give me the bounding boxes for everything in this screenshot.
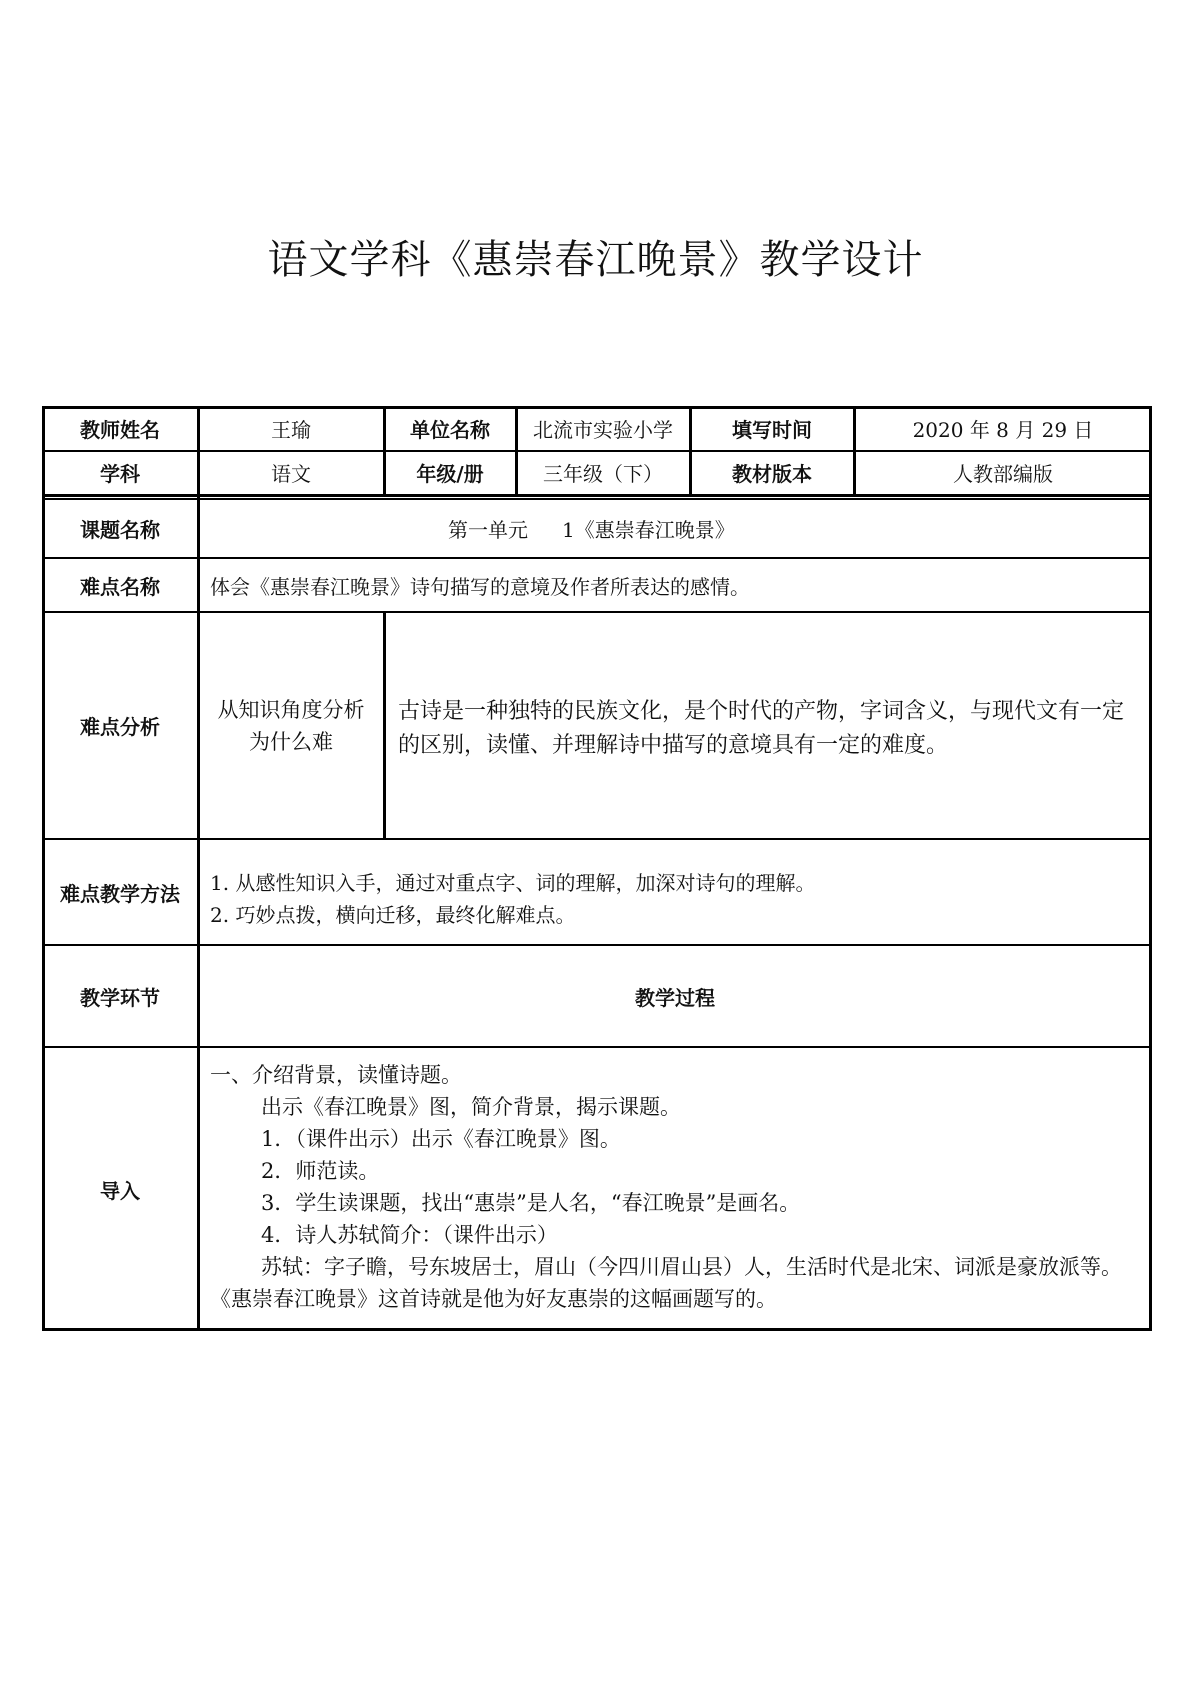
methods-list [198,839,1152,945]
difficulty-label: 难点名称 [80,574,160,599]
fill-date-label: 填写时间 [732,417,812,442]
edition-label: 教材版本 [732,461,812,486]
topic-value [198,498,1152,558]
table-rule [383,612,386,839]
intro-line-6: 4．诗人苏轼简介：（课件出示） [261,1223,558,1247]
table-rule [42,611,1152,613]
methods-item-1: 1. 从感性知识入手，通过对重点字、词的理解，加深对诗句的理解。 [210,871,816,895]
analysis-subheading-line1: 从知识角度分析 [217,697,365,722]
intro-label: 导入 [100,1178,140,1203]
grade-value: 三年级（下） [543,461,663,486]
stage-header-label: 教学环节 [80,985,160,1010]
intro-line-2: 出示《春江晚景》图，简介背景，揭示课题。 [261,1095,681,1119]
methods-item-2: 2. 巧妙点拨，横向迁移，最终化解难点。 [210,903,576,927]
lesson-plan-table [42,406,1152,1331]
analysis-subheading [198,612,384,839]
table-rule [42,450,1152,452]
methods-label: 难点教学方法 [60,881,180,906]
teacher-name-label: 教师姓名 [80,417,160,442]
analysis-label: 难点分析 [80,715,160,739]
difficulty-value: 体会《惠崇春江晚景》诗句描写的意境及作者所表达的感情。 [210,574,750,599]
analysis-text: 古诗是一种独特的民族文化，是个时代的产物，字词含义，与现代文有一定的区别，读懂、并理解诗中描写的意境具有一定的难度。 [398,698,1125,758]
table-rule [383,406,386,494]
intro-content [198,1047,1152,1331]
teacher-name-value: 王瑜 [271,417,311,442]
table-rule [853,406,856,494]
table-rule [42,944,1152,946]
topic-unit: 第一单元 [448,517,528,542]
intro-line-7: 苏轼：字子瞻，号东坡居士，眉山（今四川眉山县）人，生活时代是北宋、词派是豪放派等。《惠崇春江晚景》这首诗就是他为好友惠崇的这幅画题写的。 [210,1255,1122,1311]
table-rule [42,494,1152,497]
table-border-bottom [42,1328,1152,1331]
table-rule [42,498,1152,500]
fill-date-value: 2020 年 8 月 29 日 [912,417,1094,442]
process-header-label: 教学过程 [635,985,715,1010]
edition-value: 人教部编版 [953,461,1053,486]
table-rule [42,838,1152,840]
intro-line-3: 1．（课件出示）出示《春江晚景》图。 [261,1127,621,1151]
unit-name-value: 北流市实验小学 [533,417,673,442]
analysis-subheading-line2: 为什么难 [249,729,333,754]
subject-value: 语文 [271,461,311,486]
table-rule [515,406,518,494]
subject-label: 学科 [100,461,140,486]
table-border-left [42,406,45,1331]
table-rule [689,406,692,494]
topic-name: 1《惠崇春江晚景》 [562,517,735,542]
table-rule [42,1046,1152,1048]
table-border-right [1149,406,1152,1331]
intro-line-4: 2．师范读。 [261,1159,380,1183]
topic-label: 课题名称 [80,517,160,542]
document-title: 语文学科《惠崇春江晚景》教学设计 [267,237,924,283]
unit-name-label: 单位名称 [410,417,490,442]
intro-line-1: 一、介绍背景，读懂诗题。 [210,1063,462,1087]
intro-line-5: 3．学生读课题，找出“惠崇”是人名，“春江晚景”是画名。 [261,1191,801,1215]
table-rule [197,406,200,1331]
table-border-top [42,406,1152,409]
table-rule [42,557,1152,559]
grade-label: 年级/册 [416,461,484,486]
